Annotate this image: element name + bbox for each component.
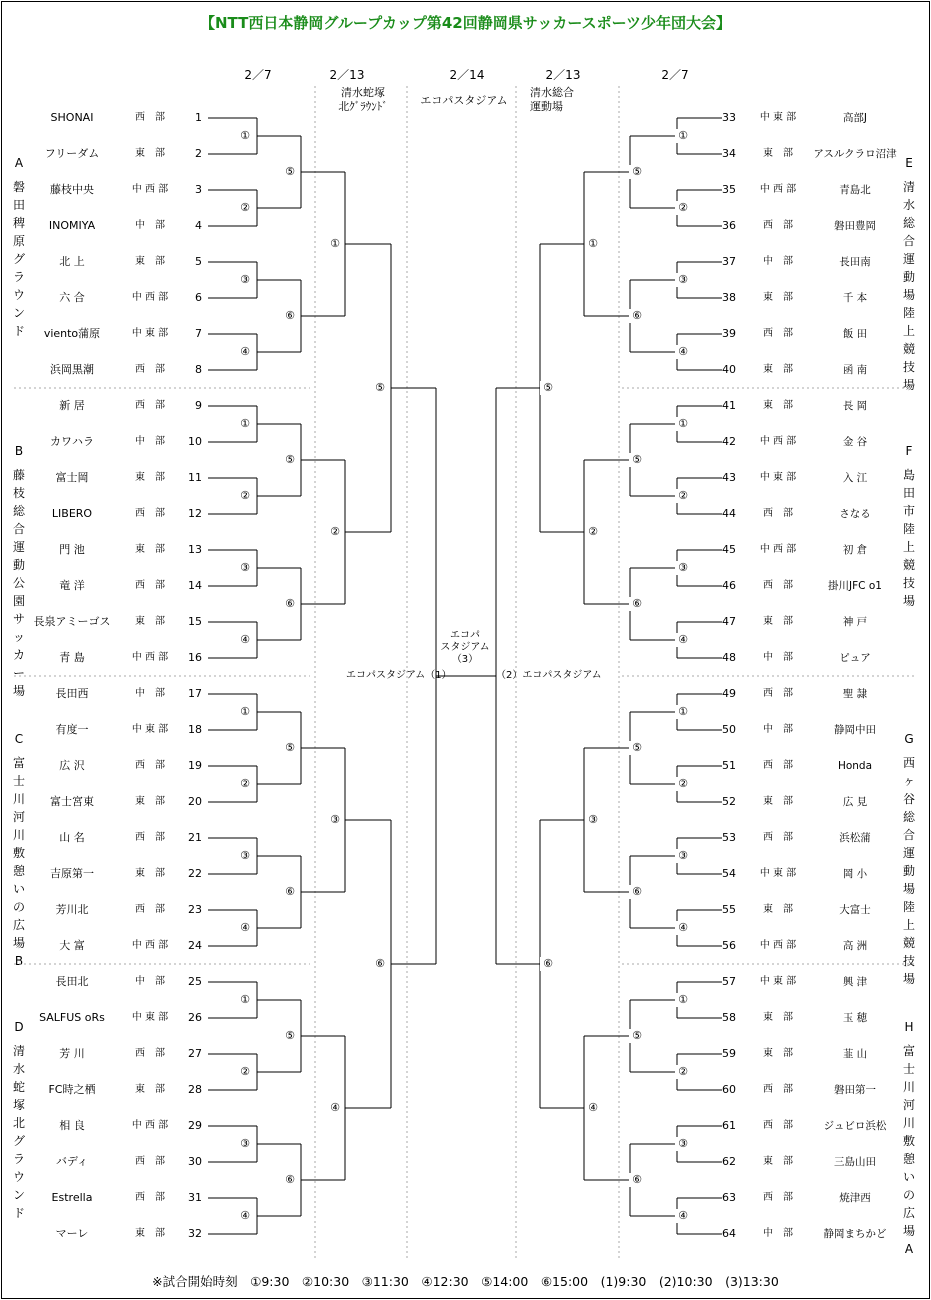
team-name: 山 名: [59, 831, 85, 844]
venue-header-right-r2-line2: 運動場: [530, 100, 563, 113]
team-region: 中 東 部: [131, 1012, 169, 1023]
round-label: ⑥: [282, 597, 298, 611]
team-number: 39: [722, 327, 736, 340]
team-number: 18: [188, 723, 202, 736]
team-region: 中 西 部: [759, 940, 797, 951]
venue-header-left-r2-line1: 清水蛇塚: [341, 86, 385, 99]
semi-label-right: （2）エコパスタジアム: [496, 670, 602, 681]
team-number: 48: [722, 651, 736, 664]
team-name: 大富士: [839, 904, 871, 916]
team-number: 23: [188, 903, 202, 916]
team-name: ピュア: [839, 652, 871, 664]
round-label: ④: [327, 1101, 343, 1115]
team-name: 北 上: [59, 255, 85, 268]
round-label: ①: [237, 705, 253, 719]
team-region: 東 部: [763, 1012, 793, 1023]
group-venue: 清水蛇塚北グラウンド: [12, 1044, 25, 1220]
team-name: 静岡まちかど: [823, 1228, 887, 1240]
final-venue-line1: エコパ: [450, 630, 480, 641]
team-region: 中 部: [763, 256, 793, 267]
team-name: 飯 田: [842, 328, 868, 340]
team-name: 高 洲: [842, 940, 868, 952]
team-name: 浜松蒲: [839, 832, 871, 844]
team-name: 焼津西: [839, 1192, 871, 1204]
team-region: 西 部: [763, 508, 793, 519]
round-label: ①: [675, 417, 691, 431]
team-name: 長泉アミーゴス: [33, 615, 111, 628]
team-name: 聖 隷: [842, 688, 868, 700]
team-region: 東 部: [135, 256, 165, 267]
team-number: 57: [722, 975, 736, 988]
team-region: 中 東 部: [759, 868, 797, 879]
round-label: ①: [675, 705, 691, 719]
team-number: 46: [722, 579, 736, 592]
team-name: 藤枝中央: [50, 183, 94, 196]
team-region: 西 部: [135, 508, 165, 519]
team-region: 東 部: [763, 616, 793, 627]
team-number: 11: [188, 471, 202, 484]
team-name: 長田西: [55, 687, 89, 700]
team-number: 15: [188, 615, 202, 628]
team-name: 玉 穂: [842, 1012, 868, 1024]
round-label: ③: [237, 1137, 253, 1151]
team-number: 25: [188, 975, 202, 988]
team-region: 中 西 部: [759, 544, 797, 555]
team-region: 西 部: [763, 220, 793, 231]
start-times-footer: ※試合開始時刻 ①9:30 ②10:30 ③11:30 ④12:30 ⑤14:00 ⑥15:00 (1)9:30 (2)10:30 (3)13:30: [152, 1274, 779, 1289]
round-label: ⑤: [629, 1029, 645, 1043]
team-number: 35: [722, 183, 736, 196]
team-number: 20: [188, 795, 202, 808]
team-name: さなる: [839, 508, 871, 520]
group-venue: 藤枝総合運動公園サッカー場: [12, 468, 25, 698]
team-name: viento蒲原: [43, 327, 101, 340]
team-number: 4: [195, 219, 202, 232]
round-label: ③: [237, 273, 253, 287]
team-region: 東 部: [763, 148, 793, 159]
team-region: 中 東 部: [759, 112, 797, 123]
group-letter: G: [904, 732, 914, 746]
team-number: 13: [188, 543, 202, 556]
venue-header-left-r2-line2: 北ｸﾞﾗｳﾝﾄﾞ: [338, 100, 388, 113]
team-region: 西 部: [135, 832, 165, 843]
team-region: 西 部: [135, 364, 165, 375]
team-number: 63: [722, 1191, 736, 1204]
round-label: ①: [327, 237, 343, 251]
round-date-left-2: 2／13: [329, 68, 365, 82]
round-label: ⑤: [282, 453, 298, 467]
team-number: 58: [722, 1011, 736, 1024]
round-label: ⑥: [629, 597, 645, 611]
team-number: 37: [722, 255, 736, 268]
team-number: 47: [722, 615, 736, 628]
final-venue-line2: スタジアム: [440, 642, 490, 653]
team-region: 東 部: [763, 796, 793, 807]
round-label: ②: [237, 201, 253, 215]
team-name: LIBERO: [51, 507, 93, 520]
round-label: ①: [237, 417, 253, 431]
team-name: 千 本: [842, 292, 868, 304]
team-name: 長 岡: [842, 400, 868, 412]
team-region: 東 部: [763, 364, 793, 375]
team-number: 14: [188, 579, 202, 592]
team-name: 磐田豊岡: [834, 220, 876, 232]
round-label: ⑤: [629, 453, 645, 467]
round-label: ⑥: [372, 957, 388, 971]
team-number: 42: [722, 435, 736, 448]
team-number: 54: [722, 867, 736, 880]
team-number: 59: [722, 1047, 736, 1060]
round-label: ④: [585, 1101, 601, 1115]
round-label: ⑥: [282, 885, 298, 899]
team-number: 36: [722, 219, 736, 232]
team-region: 中 部: [763, 1228, 793, 1239]
team-region: 中 西 部: [131, 1120, 169, 1131]
team-name: 掛川JFC o1: [828, 580, 882, 592]
team-number: 9: [195, 399, 202, 412]
team-region: 西 部: [135, 400, 165, 411]
team-name: 神 戸: [842, 616, 868, 628]
round-date-right-2: 2／13: [545, 68, 581, 82]
round-label: ④: [675, 633, 691, 647]
team-name: フリーダム: [44, 147, 100, 160]
group-letter: A: [14, 156, 24, 170]
team-number: 49: [722, 687, 736, 700]
team-name: アスルクラロ沼津: [813, 148, 897, 160]
team-region: 中 部: [135, 220, 165, 231]
team-region: 中 西 部: [131, 940, 169, 951]
team-number: 34: [722, 147, 736, 160]
team-region: 西 部: [135, 760, 165, 771]
team-number: 60: [722, 1083, 736, 1096]
team-name: Estrella: [51, 1191, 93, 1204]
round-label: ④: [237, 633, 253, 647]
team-name: 広 見: [842, 796, 868, 808]
semi-label-left: エコパスタジアム（1）: [346, 670, 452, 681]
team-number: 51: [722, 759, 736, 772]
team-region: 中 西 部: [759, 184, 797, 195]
team-region: 東 部: [763, 1048, 793, 1059]
team-number: 40: [722, 363, 736, 376]
venue-header-right-r2-line1: 清水総合: [530, 86, 574, 99]
group-venue: 清水総合運動場陸上競技場: [902, 180, 915, 392]
team-region: 東 部: [763, 904, 793, 915]
round-label: ⑤: [372, 381, 388, 395]
team-region: 中 部: [135, 976, 165, 987]
team-number: 26: [188, 1011, 202, 1024]
team-number: 62: [722, 1155, 736, 1168]
group-letter: E: [905, 156, 913, 170]
team-region: 西 部: [135, 580, 165, 591]
team-number: 41: [722, 399, 736, 412]
round-label: ①: [237, 993, 253, 1007]
round-label: ③: [585, 813, 601, 827]
round-label: ⑤: [540, 381, 556, 395]
team-name: 静岡中田: [834, 724, 876, 736]
group-letter: D: [14, 1020, 24, 1034]
team-name: 竜 洋: [59, 579, 85, 592]
round-label: ④: [237, 345, 253, 359]
team-name: 青 島: [59, 651, 85, 664]
team-number: 6: [195, 291, 202, 304]
team-region: 西 部: [763, 832, 793, 843]
round-label: ②: [237, 489, 253, 503]
team-name: 芳川北: [55, 903, 89, 916]
round-label: ⑥: [629, 885, 645, 899]
team-number: 28: [188, 1083, 202, 1096]
round-label: ②: [675, 201, 691, 215]
team-name: 長田北: [55, 975, 89, 988]
team-name: 三島山田: [834, 1156, 876, 1168]
team-name: 新 居: [59, 399, 85, 412]
team-region: 東 部: [763, 400, 793, 411]
team-number: 45: [722, 543, 736, 556]
round-label: ⑥: [629, 309, 645, 323]
tournament-title: 【NTT西日本静岡グループカップ第42回静岡県サッカースポーツ少年団大会】: [199, 14, 732, 32]
team-number: 5: [195, 255, 202, 268]
team-region: 東 部: [135, 472, 165, 483]
team-region: 東 部: [763, 292, 793, 303]
team-number: 64: [722, 1227, 736, 1240]
team-region: 西 部: [135, 904, 165, 915]
group-letter: F: [905, 444, 913, 458]
team-number: 21: [188, 831, 202, 844]
group-venue: 磐田稗原グラウンド: [12, 180, 25, 338]
team-name: バディ: [55, 1155, 89, 1168]
team-region: 東 部: [763, 1156, 793, 1167]
team-name: FC時之栖: [48, 1083, 96, 1096]
round-label: ②: [585, 525, 601, 539]
venue-header-final: エコパスタジアム: [420, 94, 508, 107]
team-name: ジュビロ浜松: [823, 1120, 887, 1132]
round-label: ⑥: [282, 309, 298, 323]
group-venue: 西ヶ谷総合運動場陸上競技場: [902, 756, 915, 986]
team-region: 西 部: [763, 1192, 793, 1203]
team-region: 中 東 部: [131, 724, 169, 735]
team-number: 8: [195, 363, 202, 376]
team-name: 磐田第一: [834, 1084, 876, 1096]
round-label: ⑥: [282, 1173, 298, 1187]
round-label: ③: [675, 849, 691, 863]
team-name: 広 沢: [59, 759, 85, 772]
team-number: 52: [722, 795, 736, 808]
team-name: 韮 山: [842, 1048, 868, 1060]
team-number: 44: [722, 507, 736, 520]
team-name: 興 津: [842, 976, 868, 988]
team-region: 西 部: [763, 688, 793, 699]
team-region: 西 部: [135, 1192, 165, 1203]
team-number: 7: [195, 327, 202, 340]
group-venue: 島田市陸上競技場: [902, 468, 915, 608]
team-name: 長田南: [839, 256, 871, 268]
round-label: ③: [675, 273, 691, 287]
team-region: 西 部: [135, 112, 165, 123]
team-number: 22: [188, 867, 202, 880]
team-number: 61: [722, 1119, 736, 1132]
team-region: 中 部: [135, 436, 165, 447]
team-name: 有度一: [55, 723, 89, 736]
team-name: 金 谷: [842, 436, 868, 448]
round-label: ⑥: [540, 957, 556, 971]
team-number: 24: [188, 939, 202, 952]
round-label: ⑤: [282, 1029, 298, 1043]
team-region: 中 西 部: [131, 292, 169, 303]
group-letter: B: [14, 444, 24, 458]
round-label: ⑤: [629, 741, 645, 755]
team-region: 中 東 部: [759, 472, 797, 483]
team-name: 吉原第一: [50, 867, 94, 880]
round-label: ③: [675, 561, 691, 575]
team-number: 2: [195, 147, 202, 160]
team-name: SALFUS oRs: [39, 1011, 105, 1024]
team-number: 50: [722, 723, 736, 736]
team-region: 中 部: [763, 724, 793, 735]
team-number: 12: [188, 507, 202, 520]
team-number: 53: [722, 831, 736, 844]
team-number: 29: [188, 1119, 202, 1132]
round-label: ⑤: [629, 165, 645, 179]
team-number: 32: [188, 1227, 202, 1240]
team-region: 西 部: [763, 580, 793, 591]
team-region: 東 部: [135, 544, 165, 555]
team-number: 17: [188, 687, 202, 700]
team-region: 中 部: [763, 652, 793, 663]
team-number: 55: [722, 903, 736, 916]
team-number: 27: [188, 1047, 202, 1060]
round-label: ④: [675, 921, 691, 935]
team-number: 43: [722, 471, 736, 484]
team-region: 中 東 部: [759, 976, 797, 987]
round-label: ⑤: [282, 165, 298, 179]
team-region: 東 部: [135, 148, 165, 159]
round-label: ①: [675, 129, 691, 143]
round-label: ④: [675, 1209, 691, 1223]
group-venue: 富士川河川敷憩いの広場A: [902, 1044, 915, 1256]
round-label: ②: [237, 1065, 253, 1079]
round-label: ②: [237, 777, 253, 791]
final-venue-line3: （3）: [451, 654, 479, 665]
round-date-right-1: 2／7: [661, 68, 689, 82]
team-region: 西 部: [763, 328, 793, 339]
team-region: 西 部: [135, 1048, 165, 1059]
team-number: 10: [188, 435, 202, 448]
team-name: 浜岡黒潮: [50, 363, 94, 376]
team-region: 西 部: [763, 760, 793, 771]
team-name: 門 池: [59, 543, 85, 556]
team-name: 芳 川: [59, 1047, 85, 1060]
round-label: ①: [237, 129, 253, 143]
team-region: 西 部: [763, 1084, 793, 1095]
team-region: 東 部: [135, 1228, 165, 1239]
team-name: 高部J: [842, 112, 868, 124]
team-name: マーレ: [55, 1227, 89, 1240]
round-label: ③: [237, 849, 253, 863]
round-label: ③: [675, 1137, 691, 1151]
round-label: ②: [675, 489, 691, 503]
team-name: 富士岡: [55, 471, 89, 484]
team-region: 東 部: [135, 868, 165, 879]
team-name: 六 合: [59, 291, 85, 304]
round-date-left-1: 2／7: [244, 68, 272, 82]
round-label: ②: [675, 777, 691, 791]
team-name: SHONAI: [50, 111, 94, 124]
team-name: 大 富: [59, 939, 85, 952]
team-name: 青島北: [839, 184, 871, 196]
group-letter: H: [904, 1020, 914, 1034]
team-number: 56: [722, 939, 736, 952]
team-number: 19: [188, 759, 202, 772]
team-name: 初 倉: [842, 544, 868, 556]
team-region: 西 部: [135, 1156, 165, 1167]
team-region: 東 部: [135, 796, 165, 807]
team-region: 中 西 部: [131, 184, 169, 195]
round-label: ⑥: [629, 1173, 645, 1187]
team-region: 西 部: [763, 1120, 793, 1131]
team-name: 入 江: [842, 472, 868, 484]
round-label: ④: [237, 1209, 253, 1223]
team-region: 中 西 部: [131, 652, 169, 663]
round-date-final: 2／14: [449, 68, 485, 82]
team-number: 38: [722, 291, 736, 304]
team-region: 中 部: [135, 688, 165, 699]
team-name: 岡 小: [842, 868, 868, 880]
team-region: 中 東 部: [131, 328, 169, 339]
team-number: 33: [722, 111, 736, 124]
group-letter: C: [14, 732, 24, 746]
round-label: ④: [237, 921, 253, 935]
round-label: ②: [675, 1065, 691, 1079]
team-region: 中 西 部: [759, 436, 797, 447]
round-label: ①: [585, 237, 601, 251]
team-number: 16: [188, 651, 202, 664]
team-name: 富士宮東: [50, 795, 94, 808]
team-number: 1: [195, 111, 202, 124]
team-name: Honda: [837, 760, 873, 772]
team-number: 3: [195, 183, 202, 196]
team-name: INOMIYA: [48, 219, 96, 232]
team-name: 函 南: [842, 364, 868, 376]
team-number: 31: [188, 1191, 202, 1204]
round-label: ③: [237, 561, 253, 575]
team-region: 東 部: [135, 1084, 165, 1095]
team-name: カワハラ: [50, 435, 94, 448]
team-name: 相 良: [59, 1119, 85, 1132]
round-label: ④: [675, 345, 691, 359]
team-region: 東 部: [135, 616, 165, 627]
round-label: ⑤: [282, 741, 298, 755]
round-label: ①: [675, 993, 691, 1007]
team-number: 30: [188, 1155, 202, 1168]
round-label: ②: [327, 525, 343, 539]
group-venue: 富士川河川敷憩いの広場B: [12, 756, 25, 968]
round-label: ③: [327, 813, 343, 827]
